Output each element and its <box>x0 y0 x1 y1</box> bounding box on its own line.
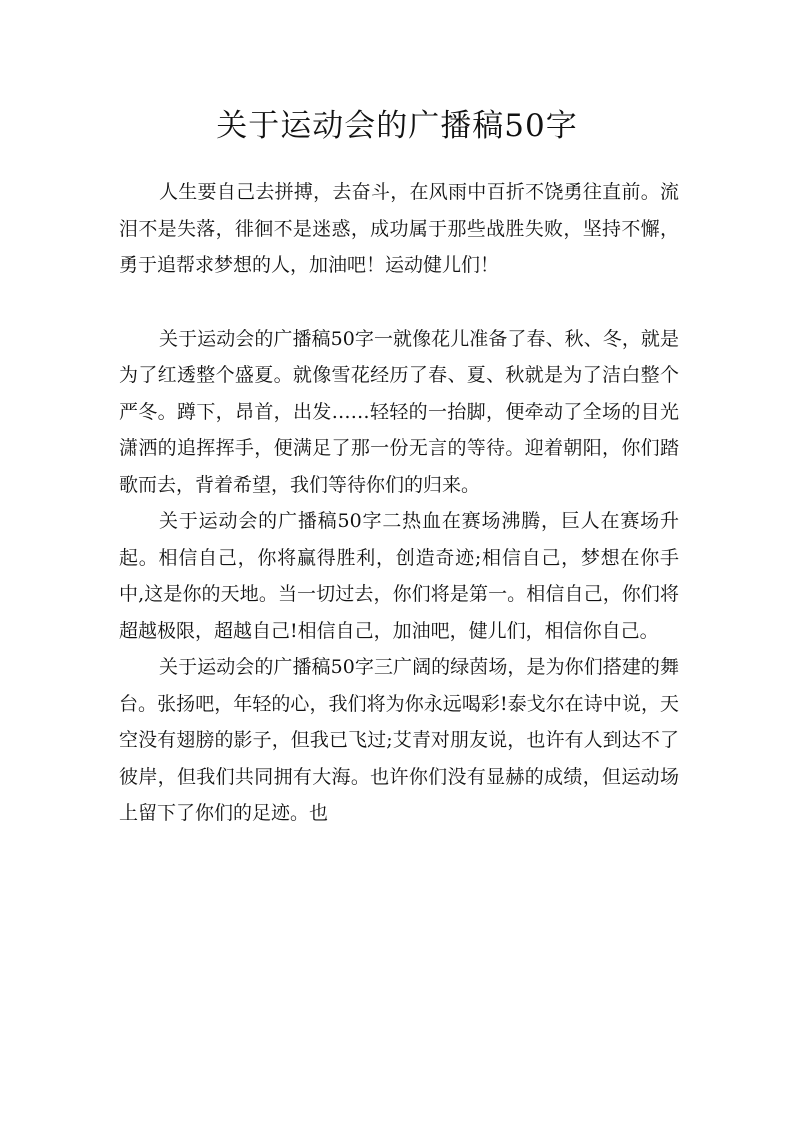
paragraph-three: 关于运动会的广播稿50字三广阔的绿茵场，是为你们搭建的舞台。张扬吧，年轻的心，我们将为你永远喝彩!泰戈尔在诗中说，天空没有翅膀的影子，但我已飞过;艾青对朋友说，也许有人到达不了彼岸，但我们共同拥有大海。也许你们没有显赫的成绩，但运动场上留下了你们的足迹。也 <box>119 656 679 824</box>
paragraph-intro: 人生要自己去拼搏，去奋斗，在风雨中百折不饶勇往直前。流泪不是失落，徘徊不是迷惑，成功属于那些战胜失败，坚持不懈，勇于追帮求梦想的人，加油吧！运动健儿们！ <box>119 181 679 276</box>
document-title: 关于运动会的广播稿50字 <box>216 108 578 144</box>
document-body <box>119 174 679 832</box>
paragraph-spacer <box>119 284 679 321</box>
paragraph-two: 关于运动会的广播稿50字二热血在赛场沸腾，巨人在赛场升起。相信自己，你将赢得胜利，创造奇迹;相信自己，梦想在你手中,这是你的天地。当一切过去，你们将是第一。相信自己，你们将超越极限，超越自己!相信自己，加油吧，健儿们，相信你自己。 <box>119 510 679 642</box>
paragraph-one: 关于运动会的广播稿50字一就像花儿准备了春、秋、冬，就是为了红透整个盛夏。就像雪花经历了春、夏、秋就是为了洁白整个严冬。蹲下，昂首，出发……轻轻的一抬脚，便牵动了全场的目光潇洒的追挥挥手，便满足了那一份无言的等待。迎着朝阳，你们踏歌而去，背着希望，我们等待你们的归来。 <box>119 327 679 496</box>
